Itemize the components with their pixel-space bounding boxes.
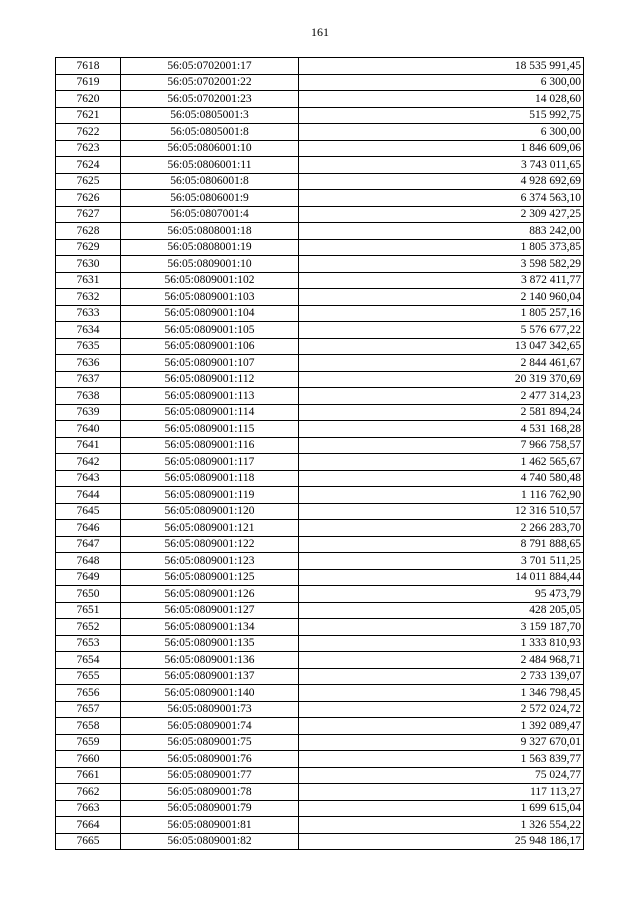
- table-row: [56, 173, 584, 190]
- cadastral-number-cell: 56:05:0809001:140: [121, 685, 299, 702]
- row-number-cell: 7649: [56, 569, 121, 586]
- cadastral-number-cell: 56:05:0809001:114: [121, 404, 299, 421]
- row-number-cell: 7640: [56, 421, 121, 438]
- cadastral-value-cell: 14 028,60: [299, 91, 584, 108]
- table-row: [56, 206, 584, 223]
- cadastral-number-cell: 56:05:0809001:116: [121, 437, 299, 454]
- cadastral-value-cell: 2 844 461,67: [299, 355, 584, 372]
- row-number-cell: 7633: [56, 305, 121, 322]
- row-number-cell: 7660: [56, 751, 121, 768]
- cadastral-number-cell: 56:05:0809001:126: [121, 586, 299, 603]
- cadastral-number-cell: 56:05:0808001:18: [121, 223, 299, 240]
- table-row: [56, 569, 584, 586]
- table-row: [56, 553, 584, 570]
- cadastral-number-cell: 56:05:0809001:137: [121, 668, 299, 685]
- row-number-cell: 7642: [56, 454, 121, 471]
- table-row: [56, 784, 584, 801]
- table-row: [56, 322, 584, 339]
- table-row: [56, 751, 584, 768]
- table-row: [56, 140, 584, 157]
- cadastral-value-cell: 1 563 839,77: [299, 751, 584, 768]
- table-row: [56, 190, 584, 207]
- row-number-cell: 7658: [56, 718, 121, 735]
- cadastral-number-cell: 56:05:0809001:119: [121, 487, 299, 504]
- cadastral-number-cell: 56:05:0809001:125: [121, 569, 299, 586]
- cadastral-value-cell: 4 928 692,69: [299, 173, 584, 190]
- row-number-cell: 7651: [56, 602, 121, 619]
- row-number-cell: 7622: [56, 124, 121, 141]
- cadastral-value-cell: 2 581 894,24: [299, 404, 584, 421]
- row-number-cell: 7648: [56, 553, 121, 570]
- cadastral-value-cell: 2 140 960,04: [299, 289, 584, 306]
- row-number-cell: 7630: [56, 256, 121, 273]
- cadastral-value-table: [55, 57, 584, 850]
- cadastral-number-cell: 56:05:0809001:104: [121, 305, 299, 322]
- cadastral-number-cell: 56:05:0809001:107: [121, 355, 299, 372]
- table-row: [56, 371, 584, 388]
- cadastral-number-cell: 56:05:0809001:115: [121, 421, 299, 438]
- cadastral-value-cell: 2 309 427,25: [299, 206, 584, 223]
- cadastral-value-cell: 3 598 582,29: [299, 256, 584, 273]
- cadastral-number-cell: 56:05:0702001:22: [121, 74, 299, 91]
- table-row: [56, 124, 584, 141]
- cadastral-number-cell: 56:05:0809001:118: [121, 470, 299, 487]
- row-number-cell: 7618: [56, 58, 121, 75]
- row-number-cell: 7657: [56, 701, 121, 718]
- table-row: [56, 338, 584, 355]
- table-row: [56, 767, 584, 784]
- cadastral-value-cell: 1 392 089,47: [299, 718, 584, 735]
- table-row: [56, 520, 584, 537]
- table-row: [56, 817, 584, 834]
- cadastral-number-cell: 56:05:0809001:105: [121, 322, 299, 339]
- cadastral-value-cell: 1 462 565,67: [299, 454, 584, 471]
- row-number-cell: 7636: [56, 355, 121, 372]
- row-number-cell: 7624: [56, 157, 121, 174]
- cadastral-number-cell: 56:05:0809001:74: [121, 718, 299, 735]
- row-number-cell: 7659: [56, 734, 121, 751]
- cadastral-number-cell: 56:05:0806001:8: [121, 173, 299, 190]
- cadastral-value-cell: 2 572 024,72: [299, 701, 584, 718]
- table-row: [56, 685, 584, 702]
- row-number-cell: 7635: [56, 338, 121, 355]
- table-row: [56, 404, 584, 421]
- table-row: [56, 701, 584, 718]
- cadastral-number-cell: 56:05:0809001:82: [121, 833, 299, 850]
- row-number-cell: 7638: [56, 388, 121, 405]
- cadastral-number-cell: 56:05:0702001:17: [121, 58, 299, 75]
- row-number-cell: 7643: [56, 470, 121, 487]
- row-number-cell: 7656: [56, 685, 121, 702]
- cadastral-value-cell: 3 743 011,65: [299, 157, 584, 174]
- table-row: [56, 107, 584, 124]
- cadastral-number-cell: 56:05:0809001:136: [121, 652, 299, 669]
- table-row: [56, 619, 584, 636]
- cadastral-number-cell: 56:05:0809001:79: [121, 800, 299, 817]
- cadastral-number-cell: 56:05:0809001:120: [121, 503, 299, 520]
- cadastral-value-cell: 18 535 991,45: [299, 58, 584, 75]
- cadastral-value-cell: 1 805 257,16: [299, 305, 584, 322]
- cadastral-number-cell: 56:05:0806001:11: [121, 157, 299, 174]
- cadastral-value-cell: 1 326 554,22: [299, 817, 584, 834]
- cadastral-value-cell: 1 116 762,90: [299, 487, 584, 504]
- table-row: [56, 58, 584, 75]
- cadastral-number-cell: 56:05:0807001:4: [121, 206, 299, 223]
- row-number-cell: 7621: [56, 107, 121, 124]
- cadastral-value-cell: 3 701 511,25: [299, 553, 584, 570]
- table-row: [56, 223, 584, 240]
- cadastral-number-cell: 56:05:0809001:127: [121, 602, 299, 619]
- cadastral-number-cell: 56:05:0809001:73: [121, 701, 299, 718]
- cadastral-number-cell: 56:05:0809001:81: [121, 817, 299, 834]
- row-number-cell: 7639: [56, 404, 121, 421]
- row-number-cell: 7632: [56, 289, 121, 306]
- table-row: [56, 833, 584, 850]
- table-row: [56, 536, 584, 553]
- cadastral-number-cell: 56:05:0809001:75: [121, 734, 299, 751]
- cadastral-number-cell: 56:05:0702001:23: [121, 91, 299, 108]
- table-row: [56, 74, 584, 91]
- cadastral-value-cell: 117 113,27: [299, 784, 584, 801]
- cadastral-value-cell: 3 872 411,77: [299, 272, 584, 289]
- cadastral-number-cell: 56:05:0806001:9: [121, 190, 299, 207]
- table-row: [56, 470, 584, 487]
- cadastral-value-cell: 2 484 968,71: [299, 652, 584, 669]
- row-number-cell: 7631: [56, 272, 121, 289]
- cadastral-number-cell: 56:05:0809001:102: [121, 272, 299, 289]
- cadastral-value-cell: 13 047 342,65: [299, 338, 584, 355]
- cadastral-value-cell: 2 733 139,07: [299, 668, 584, 685]
- cadastral-value-cell: 6 300,00: [299, 124, 584, 141]
- cadastral-value-cell: 883 242,00: [299, 223, 584, 240]
- row-number-cell: 7650: [56, 586, 121, 603]
- cadastral-number-cell: 56:05:0809001:123: [121, 553, 299, 570]
- row-number-cell: 7662: [56, 784, 121, 801]
- page-number: 161: [311, 25, 329, 39]
- row-number-cell: 7644: [56, 487, 121, 504]
- table-body: [56, 58, 584, 850]
- row-number-cell: 7634: [56, 322, 121, 339]
- table-row: [56, 503, 584, 520]
- row-number-cell: 7629: [56, 239, 121, 256]
- table-row: [56, 487, 584, 504]
- cadastral-number-cell: 56:05:0809001:122: [121, 536, 299, 553]
- table-row: [56, 157, 584, 174]
- table-row: [56, 586, 584, 603]
- row-number-cell: 7665: [56, 833, 121, 850]
- row-number-cell: 7641: [56, 437, 121, 454]
- row-number-cell: 7628: [56, 223, 121, 240]
- cadastral-number-cell: 56:05:0809001:103: [121, 289, 299, 306]
- cadastral-value-cell: 4 740 580,48: [299, 470, 584, 487]
- cadastral-value-cell: 2 266 283,70: [299, 520, 584, 537]
- row-number-cell: 7653: [56, 635, 121, 652]
- cadastral-value-cell: 428 205,05: [299, 602, 584, 619]
- table-row: [56, 256, 584, 273]
- cadastral-value-cell: 1 846 609,06: [299, 140, 584, 157]
- row-number-cell: 7652: [56, 619, 121, 636]
- cadastral-number-cell: 56:05:0805001:3: [121, 107, 299, 124]
- cadastral-value-cell: 6 300,00: [299, 74, 584, 91]
- row-number-cell: 7663: [56, 800, 121, 817]
- cadastral-value-cell: 6 374 563,10: [299, 190, 584, 207]
- row-number-cell: 7637: [56, 371, 121, 388]
- row-number-cell: 7627: [56, 206, 121, 223]
- cadastral-number-cell: 56:05:0809001:77: [121, 767, 299, 784]
- cadastral-number-cell: 56:05:0808001:19: [121, 239, 299, 256]
- row-number-cell: 7654: [56, 652, 121, 669]
- table-row: [56, 272, 584, 289]
- cadastral-value-cell: 4 531 168,28: [299, 421, 584, 438]
- cadastral-value-cell: 1 346 798,45: [299, 685, 584, 702]
- cadastral-value-cell: 9 327 670,01: [299, 734, 584, 751]
- cadastral-value-cell: 75 024,77: [299, 767, 584, 784]
- cadastral-value-cell: 8 791 888,65: [299, 536, 584, 553]
- cadastral-number-cell: 56:05:0809001:135: [121, 635, 299, 652]
- table-row: [56, 668, 584, 685]
- table-row: [56, 91, 584, 108]
- table-row: [56, 355, 584, 372]
- cadastral-value-cell: 1 805 373,85: [299, 239, 584, 256]
- row-number-cell: 7645: [56, 503, 121, 520]
- cadastral-value-cell: 25 948 186,17: [299, 833, 584, 850]
- cadastral-value-cell: 515 992,75: [299, 107, 584, 124]
- row-number-cell: 7655: [56, 668, 121, 685]
- row-number-cell: 7623: [56, 140, 121, 157]
- table-row: [56, 652, 584, 669]
- row-number-cell: 7625: [56, 173, 121, 190]
- cadastral-value-cell: 1 699 615,04: [299, 800, 584, 817]
- cadastral-number-cell: 56:05:0809001:113: [121, 388, 299, 405]
- cadastral-value-cell: 1 333 810,93: [299, 635, 584, 652]
- cadastral-value-cell: 20 319 370,69: [299, 371, 584, 388]
- cadastral-value-cell: 7 966 758,57: [299, 437, 584, 454]
- cadastral-value-cell: 14 011 884,44: [299, 569, 584, 586]
- row-number-cell: 7646: [56, 520, 121, 537]
- cadastral-value-cell: 2 477 314,23: [299, 388, 584, 405]
- cadastral-number-cell: 56:05:0809001:112: [121, 371, 299, 388]
- row-number-cell: 7661: [56, 767, 121, 784]
- cadastral-value-cell: 95 473,79: [299, 586, 584, 603]
- cadastral-number-cell: 56:05:0809001:106: [121, 338, 299, 355]
- cadastral-number-cell: 56:05:0809001:10: [121, 256, 299, 273]
- table-row: [56, 305, 584, 322]
- table-row: [56, 437, 584, 454]
- table-row: [56, 734, 584, 751]
- table-row: [56, 239, 584, 256]
- table-row: [56, 718, 584, 735]
- row-number-cell: 7664: [56, 817, 121, 834]
- row-number-cell: 7619: [56, 74, 121, 91]
- table-row: [56, 800, 584, 817]
- cadastral-number-cell: 56:05:0809001:134: [121, 619, 299, 636]
- table-row: [56, 635, 584, 652]
- cadastral-number-cell: 56:05:0806001:10: [121, 140, 299, 157]
- cadastral-number-cell: 56:05:0809001:76: [121, 751, 299, 768]
- cadastral-number-cell: 56:05:0809001:121: [121, 520, 299, 537]
- table-row: [56, 388, 584, 405]
- table-row: [56, 289, 584, 306]
- cadastral-number-cell: 56:05:0809001:78: [121, 784, 299, 801]
- row-number-cell: 7647: [56, 536, 121, 553]
- table-row: [56, 602, 584, 619]
- cadastral-value-cell: 12 316 510,57: [299, 503, 584, 520]
- table-row: [56, 421, 584, 438]
- cadastral-value-cell: 3 159 187,70: [299, 619, 584, 636]
- cadastral-value-cell: 5 576 677,22: [299, 322, 584, 339]
- cadastral-number-cell: 56:05:0805001:8: [121, 124, 299, 141]
- row-number-cell: 7620: [56, 91, 121, 108]
- row-number-cell: 7626: [56, 190, 121, 207]
- table-row: [56, 454, 584, 471]
- cadastral-number-cell: 56:05:0809001:117: [121, 454, 299, 471]
